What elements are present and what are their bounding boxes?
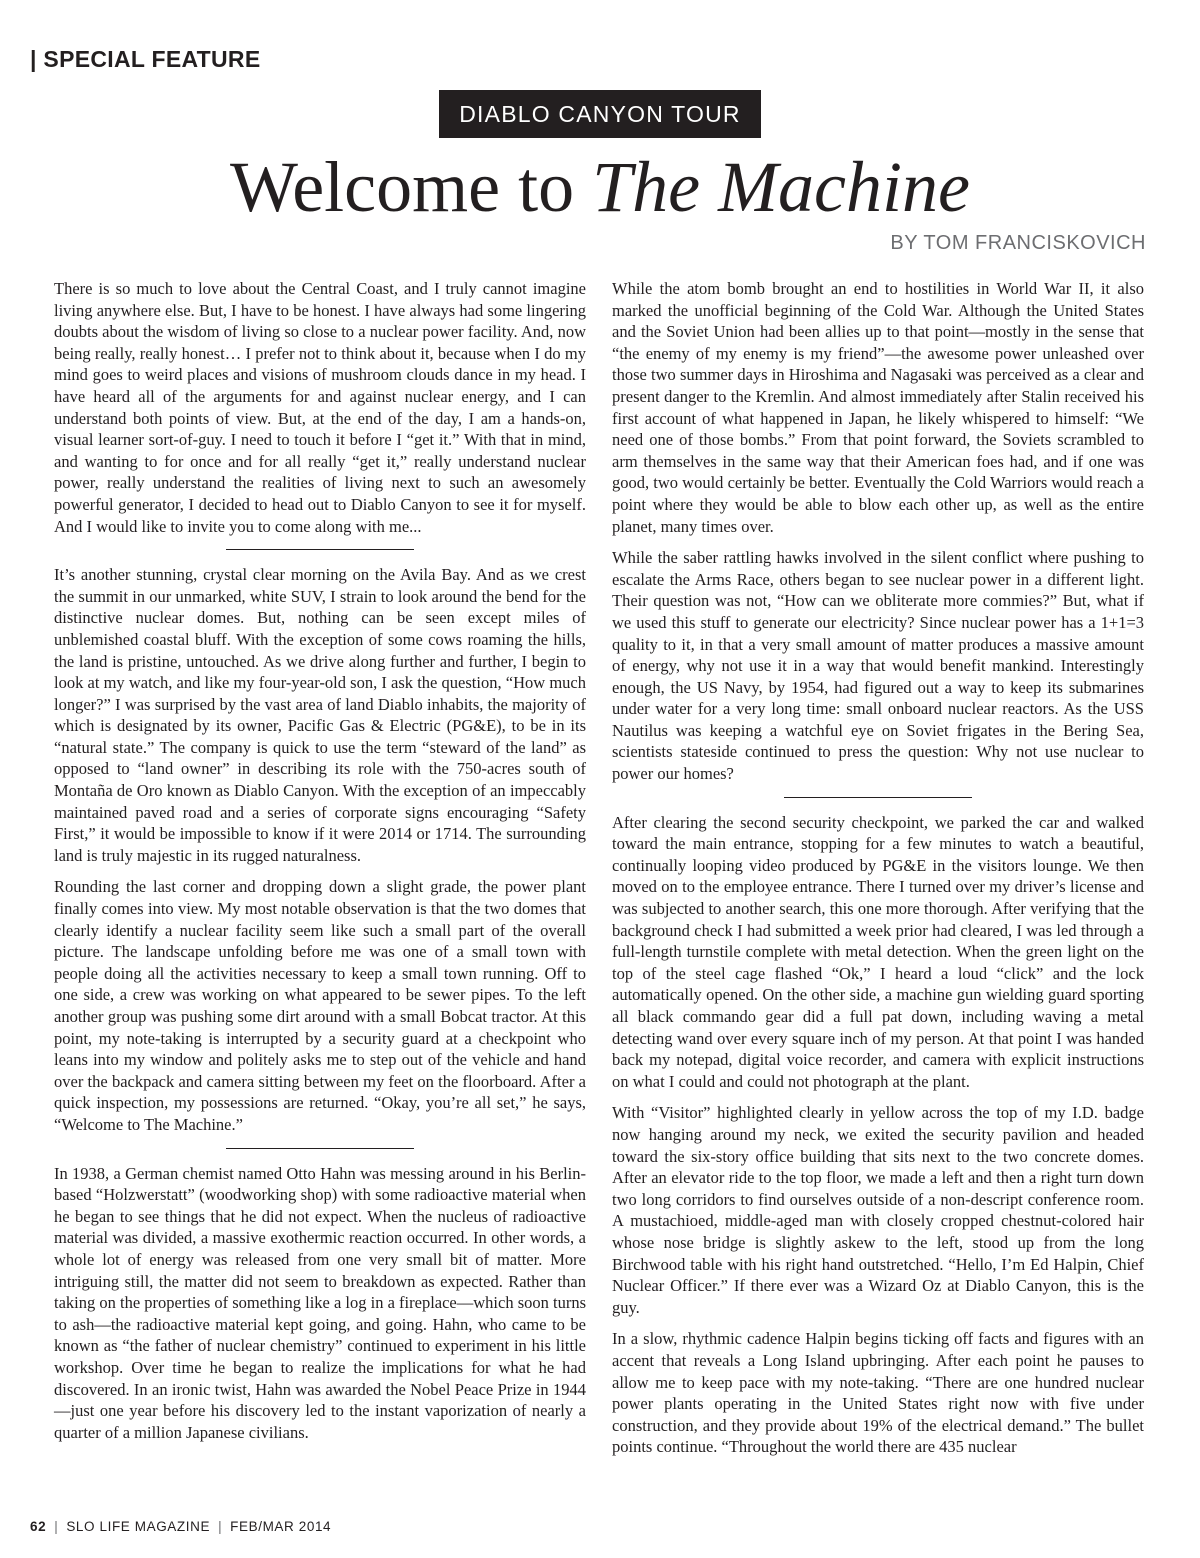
paragraph: While the atom bomb brought an end to hostilities in World War II, it also marked the unofficial beginning of the Cold War. Although the United States and the Soviet Union had been allies up to that point—mostly in the sense that “the enemy of my enemy is my friend”—the awesome power unleashed over those two summer days in Hiroshima and Nagasaki was perceived as a clear and present danger to the Kremlin. And almost immediately after Stalin received his first account of what happened in Japan, he likely whispered to himself: “We need one of those bombs.” From that point forward, the Soviets scrambled to arm themselves in the same way that their American foes had, and if one was good, two would certainly be better. Eventually the Cold Warriors would reach a point where they would be able to blow each other up, as well as the entire planet, many times over. [612,279,1144,536]
page-footer [30,1519,331,1534]
section-divider [226,549,414,550]
section-label: | SPECIAL FEATURE [30,46,261,72]
headline-prefix: Welcome to [230,147,593,227]
paragraph: In a slow, rhythmic cadence Halpin begins ticking off facts and figures with an accent that reveals a Long Island upbringing. After each point he pauses to allow me to keep pace with my note-taking. “There are one hundred nuclear power plants operating in the United States right now with five under construction, and they provide about 19% of the electrical demand.” The bullet points continue. “Throughout the world there are 435 nuclear [612,1329,1144,1457]
paragraph: While the saber rattling hawks involved in the silent conflict where pushing to escalate the Arms Race, others began to see nuclear power in a different light. Their question was not, “How can we obliterate more commies?” But, what if we used this stuff to generate our electricity? Since nuclear power has a 1+1=3 quality to it, in that a very small amount of matter produces a massive amount of energy, why not use it in a way that would benefit mankind. Interestingly enough, the US Navy, by 1954, had figured out a way to keep its submarines under water for a very long time: small onboard nuclear reactors. As the USS Nautilus was keeping a watchful eye on Soviet frigates in the Bering Sea, scientists stateside continued to press the question: Why not use nuclear to power our homes? [612,548,1144,784]
issue-date: FEB/MAR 2014 [230,1519,332,1534]
section-divider [784,797,972,798]
byline: BY TOM FRANCISKOVICH [890,232,1146,254]
article-column-right [612,278,1144,1468]
paragraph: With “Visitor” highlighted clearly in yellow across the top of my I.D. badge now hanging around my neck, we exited the security pavilion and headed toward the six-story office building that sits next to the two concrete domes. After an elevator ride to the top floor, we made a left and then a right turn down two long corridors to find ourselves outside of a non-descript conference room. A mustachioed, middle-aged man with closely cropped chestnut-colored hair whose nose bridge is slightly askew to the left, stood up from the long Birchwood table with his right hand outstretched. “Hello, I’m Ed Halpin, Chief Nuclear Officer.” If there ever was a Wizard Oz at Diablo Canyon, this is the guy. [612,1103,1144,1317]
paragraph: After clearing the second security checkpoint, we parked the car and walked toward the main entrance, stopping for a few minutes to watch a beautiful, continually looping video produced by PG&E in the visitors lounge. We then moved on to the employee entrance. There I turned over my driver’s license and was subjected to another search, this one more thorough. After verifying that the background check I had submitted a week prior had cleared, I was led through a full-length turnstile complete with metal detection. When the green light on the top of the steel cage flashed “Ok,” I heard a loud “click” and the lock automatically opened. On the other side, a machine gun wielding guard sporting all black commando gear did a full pat down, including waving a metal detecting wand over every square inch of my person. At that point I was handed back my notepad, digital voice recorder, and camera with explicit instructions on what I could and could not photograph at the plant. [612,812,1144,1091]
paragraph: Rounding the last corner and dropping down a slight grade, the power plant finally comes into view. My most notable observation is that the two domes that clearly identify a nuclear facility seem like such a small part of the overall picture. The landscape unfolding before me was one of a small town with people doing all the activities necessary to keep a small town running. Off to one side, a crew was working on what appeared to be sewer pipes. To the left another group was pushing some dirt around with a small Bobcat tractor. At this point, my note-taking is interrupted by a security guard at a checkpoint who leans into my window and politely asks me to step out of the vehicle and hand over the backpack and camera sitting between my feet on the floorboard. After a quick inspection, my possessions are returned. “Okay, you’re all set,” he says, “Welcome to The Machine.” [54,877,586,1134]
paragraph: There is so much to love about the Central Coast, and I truly cannot imagine living anywhere else. But, I have to be honest. I have always had some lingering doubts about the wisdom of living so close to a nuclear power facility. And, now being really, really honest… I prefer not to think about it, because when I do my mind goes to weird places and visions of mushroom clouds dance in my head. I have heard all of the arguments for and against nuclear energy, and I can understand both points of view. But, at the end of the day, I am a hands-on, visual learner sort-of-guy. I need to touch it before I “get it.” With that in mind, and wanting to for once and for all really “get it,” really understand nuclear power, really understand the realities of living next to such an awesomely powerful generator, I decided to head out to Diablo Canyon to see it for myself. And I would like to invite you to come along with me... [54,279,586,536]
story-kicker: DIABLO CANYON TOUR [439,90,761,138]
page-number: 62 [30,1519,47,1534]
footer-separator: | [218,1519,223,1534]
headline [0,142,1200,232]
section-divider [226,1148,414,1149]
headline-italic: The Machine [592,147,970,227]
footer-separator: | [54,1519,59,1534]
paragraph: In 1938, a German chemist named Otto Hahn was messing around in his Berlin-based “Holzwerstatt” (woodworking shop) with some radioactive material when he began to see things that he did not expect. When the nucleus of radioactive material was divided, a massive exothermic reaction occurred. In other words, a whole lot of energy was released from one very small bit of matter. More intriguing still, the matter did not seem to breakdown as expected. Rather than taking on the properties of something like a log in a fireplace—which soon turns to ash—the radioactive material kept going, and going. Hahn, who came to be known as “the father of nuclear chemistry” continued to experiment in his little workshop. Over time he began to realize the implications for what he had discovered. In an ironic twist, Hahn was awarded the Nobel Peace Prize in 1944—just one year before his discovery led to the instant vaporization of nearly a quarter of a million Japanese civilians. [54,1163,586,1442]
article-column-left [54,278,586,1453]
magazine-name: SLO LIFE MAGAZINE [66,1519,211,1534]
paragraph: It’s another stunning, crystal clear morning on the Avila Bay. And as we crest the summit in our unmarked, white SUV, I strain to look around the bend for the distinctive nuclear domes. But, nothing can be seen except miles of unblemished coastal bluff. With the exception of some cows roaming the hills, the land is pristine, untouched. As we drive along further and further, I begin to look at my watch, and like my four-year-old son, I ask the question, “How much longer?” I was surprised by the vast area of land Diablo inhabits, the majority of which is designated by its owner, Pacific Gas & Electric (PG&E), to be in its “natural state.” The company is quick to use the term “steward of the land” as opposed to “land owner” in describing its role with the 750-acres south of Montaña de Oro known as Diablo Canyon. With the exception of an impeccably maintained paved road and a series of corporate signs encouraging “Safety First,” it would be impossible to know if it were 2014 or 1714. The surrounding land is truly majestic in its rugged naturalness. [54,565,586,865]
